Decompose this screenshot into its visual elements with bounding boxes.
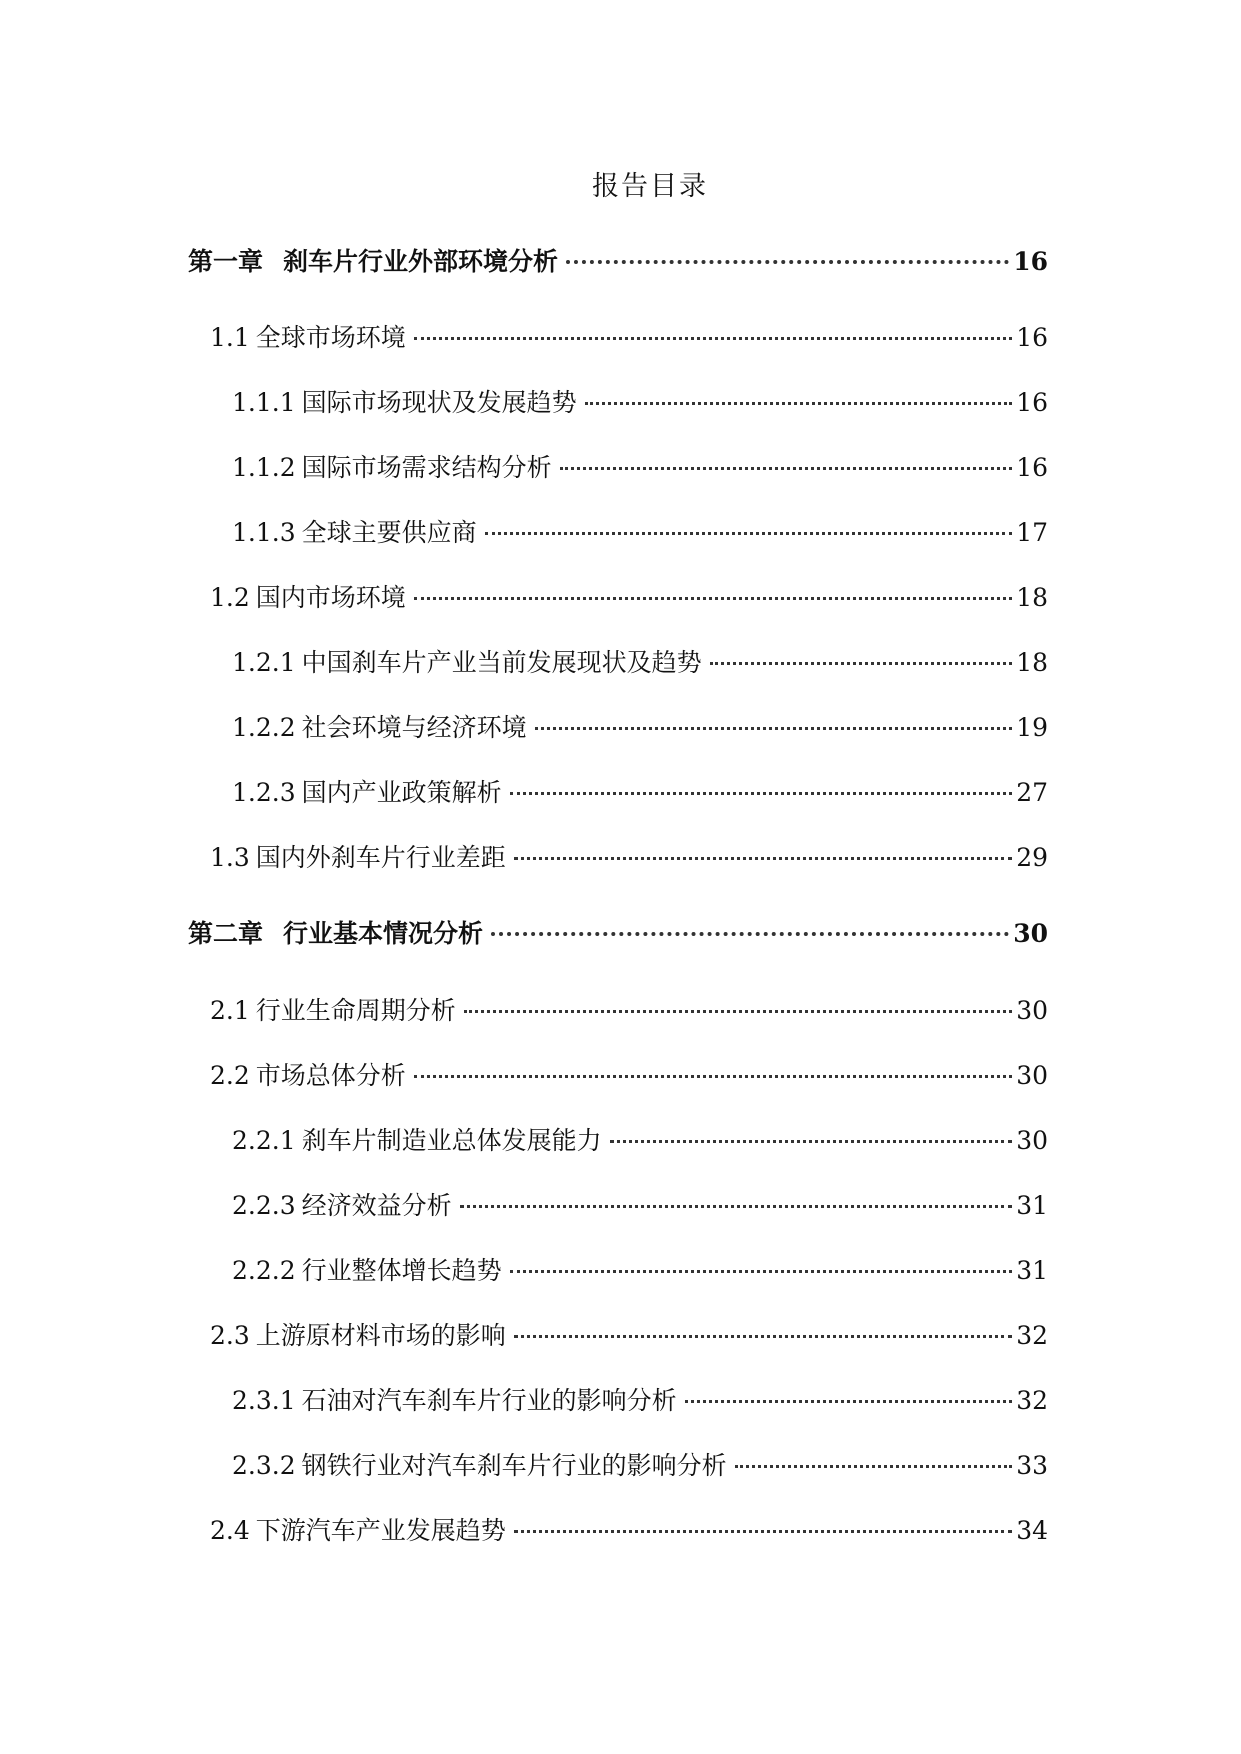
toc-entry-page: 19	[1016, 713, 1048, 742]
dot-leader	[514, 857, 1012, 860]
toc-entry-label: 全球市场环境	[255, 323, 406, 352]
dot-leader	[514, 1335, 1012, 1338]
toc-entry-label: 中国刹车片产业当前发展现状及趋势	[301, 648, 702, 677]
toc-entry-number: 1.1.2	[232, 453, 296, 482]
toc-entry-page: 29	[1016, 843, 1048, 872]
toc-entry-number: 1.2.1	[232, 648, 296, 677]
toc-entry-number: 2.2.3	[232, 1191, 296, 1220]
toc-entry-number: 1.1	[210, 323, 250, 352]
dot-leader	[585, 402, 1013, 405]
toc-entry-page: 16	[1016, 388, 1048, 417]
toc-entry-number: 2.2.2	[232, 1256, 296, 1285]
dot-leader	[685, 1400, 1013, 1403]
dot-leader	[560, 467, 1013, 470]
toc-entry-label: 下游汽车产业发展趋势	[255, 1516, 506, 1545]
toc-entry-number: 2.3	[210, 1321, 250, 1350]
dot-leader	[414, 337, 1012, 340]
toc-entry-label: 行业整体增长趋势	[301, 1256, 502, 1285]
toc-entry-page: 30	[1016, 1126, 1048, 1155]
toc-entry-label: 刹车片行业外部环境分析	[283, 247, 559, 276]
dot-leader	[610, 1140, 1013, 1143]
toc-entry-2-2-1[interactable]	[232, 1124, 1048, 1158]
toc-entry-number: 2.1	[210, 996, 250, 1025]
toc-entry-number: 2.4	[210, 1516, 250, 1545]
toc-entry-page: 32	[1016, 1386, 1048, 1415]
dot-leader	[735, 1465, 1013, 1468]
dot-leader	[535, 727, 1013, 730]
toc-entry-page: 16	[1013, 247, 1048, 276]
dot-leader	[514, 1530, 1012, 1533]
toc-entry-page: 30	[1016, 1061, 1048, 1090]
toc-entry-number: 1.2	[210, 583, 250, 612]
toc-entry-page: 31	[1016, 1191, 1048, 1220]
toc-entry-number: 2.2	[210, 1061, 250, 1090]
toc-entry-number: 1.2.3	[232, 778, 296, 807]
toc-entry-label: 国际市场现状及发展趋势	[301, 388, 577, 417]
dot-leader	[566, 260, 1009, 264]
toc-entry-number: 1.1.3	[232, 518, 296, 547]
toc-entry-2-1[interactable]	[210, 994, 1048, 1028]
dot-leader	[485, 532, 1013, 535]
toc-entry-2-2[interactable]	[210, 1059, 1048, 1093]
toc-entry-page: 27	[1016, 778, 1048, 807]
toc-entry-label: 上游原材料市场的影响	[255, 1321, 506, 1350]
dot-leader	[414, 597, 1012, 600]
toc-entry-page: 30	[1016, 996, 1048, 1025]
toc-entry-label: 国际市场需求结构分析	[301, 453, 552, 482]
toc-entry-number: 1.3	[210, 843, 250, 872]
toc-entry-page: 33	[1016, 1451, 1048, 1480]
toc-entry-label: 全球主要供应商	[301, 518, 477, 547]
toc-entry-label: 石油对汽车刹车片行业的影响分析	[301, 1386, 677, 1415]
toc-entry-number: 2.2.1	[232, 1126, 296, 1155]
toc-entry-1-1-3[interactable]	[232, 516, 1048, 550]
dot-leader	[460, 1205, 1013, 1208]
toc-entry-label: 刹车片制造业总体发展能力	[301, 1126, 602, 1155]
toc-entry-number: 第一章	[188, 247, 264, 276]
toc-entry-label: 钢铁行业对汽车刹车片行业的影响分析	[301, 1451, 727, 1480]
toc-entry-chapter-2[interactable]	[188, 917, 1048, 951]
toc-entry-number: 1.2.2	[232, 713, 296, 742]
toc-entry-1-1[interactable]	[210, 321, 1048, 355]
toc-entry-2-4[interactable]	[210, 1514, 1048, 1548]
toc-entry-page: 30	[1013, 919, 1048, 948]
toc-entry-number: 1.1.1	[232, 388, 296, 417]
toc-entry-label: 行业基本情况分析	[283, 919, 484, 948]
toc-entry-label: 国内产业政策解析	[301, 778, 502, 807]
toc-entry-1-2-2[interactable]	[232, 711, 1048, 745]
toc-entry-2-3-2[interactable]	[232, 1449, 1048, 1483]
toc-entry-page: 34	[1016, 1516, 1048, 1545]
toc-entry-page: 18	[1016, 648, 1048, 677]
toc-entry-label: 国内市场环境	[255, 583, 406, 612]
toc-entry-label: 市场总体分析	[255, 1061, 406, 1090]
toc-entry-2-2-3[interactable]	[232, 1189, 1048, 1223]
dot-leader	[414, 1075, 1012, 1078]
toc-entry-page: 17	[1016, 518, 1048, 547]
toc-entry-number: 2.3.1	[232, 1386, 296, 1415]
toc-entry-page: 31	[1016, 1256, 1048, 1285]
toc-entry-2-3-1[interactable]	[232, 1384, 1048, 1418]
toc-entry-label: 国内外刹车片行业差距	[255, 843, 506, 872]
dot-leader	[510, 792, 1013, 795]
toc-entry-1-2[interactable]	[210, 581, 1048, 615]
toc-entry-1-1-2[interactable]	[232, 451, 1048, 485]
toc-entry-2-2-2[interactable]	[232, 1254, 1048, 1288]
dot-leader	[464, 1010, 1012, 1013]
dot-leader	[491, 932, 1009, 936]
dot-leader	[710, 662, 1013, 665]
toc-entry-1-2-3[interactable]	[232, 776, 1048, 810]
dot-leader	[510, 1270, 1013, 1273]
toc-entry-page: 16	[1016, 323, 1048, 352]
toc-entry-label: 经济效益分析	[301, 1191, 452, 1220]
toc-entry-label: 社会环境与经济环境	[301, 713, 527, 742]
toc-entry-2-3[interactable]	[210, 1319, 1048, 1353]
page-title: 报告目录	[592, 171, 708, 202]
toc-entry-number: 第二章	[188, 919, 264, 948]
toc-entry-chapter-1[interactable]	[188, 245, 1048, 279]
toc-entry-number: 2.3.2	[232, 1451, 296, 1480]
toc-entry-1-3[interactable]	[210, 841, 1048, 875]
toc-entry-1-2-1[interactable]	[232, 646, 1048, 680]
toc-entry-1-1-1[interactable]	[232, 386, 1048, 420]
toc-entry-page: 16	[1016, 453, 1048, 482]
toc-entry-page: 32	[1016, 1321, 1048, 1350]
toc-entry-page: 18	[1016, 583, 1048, 612]
toc-entry-label: 行业生命周期分析	[255, 996, 456, 1025]
